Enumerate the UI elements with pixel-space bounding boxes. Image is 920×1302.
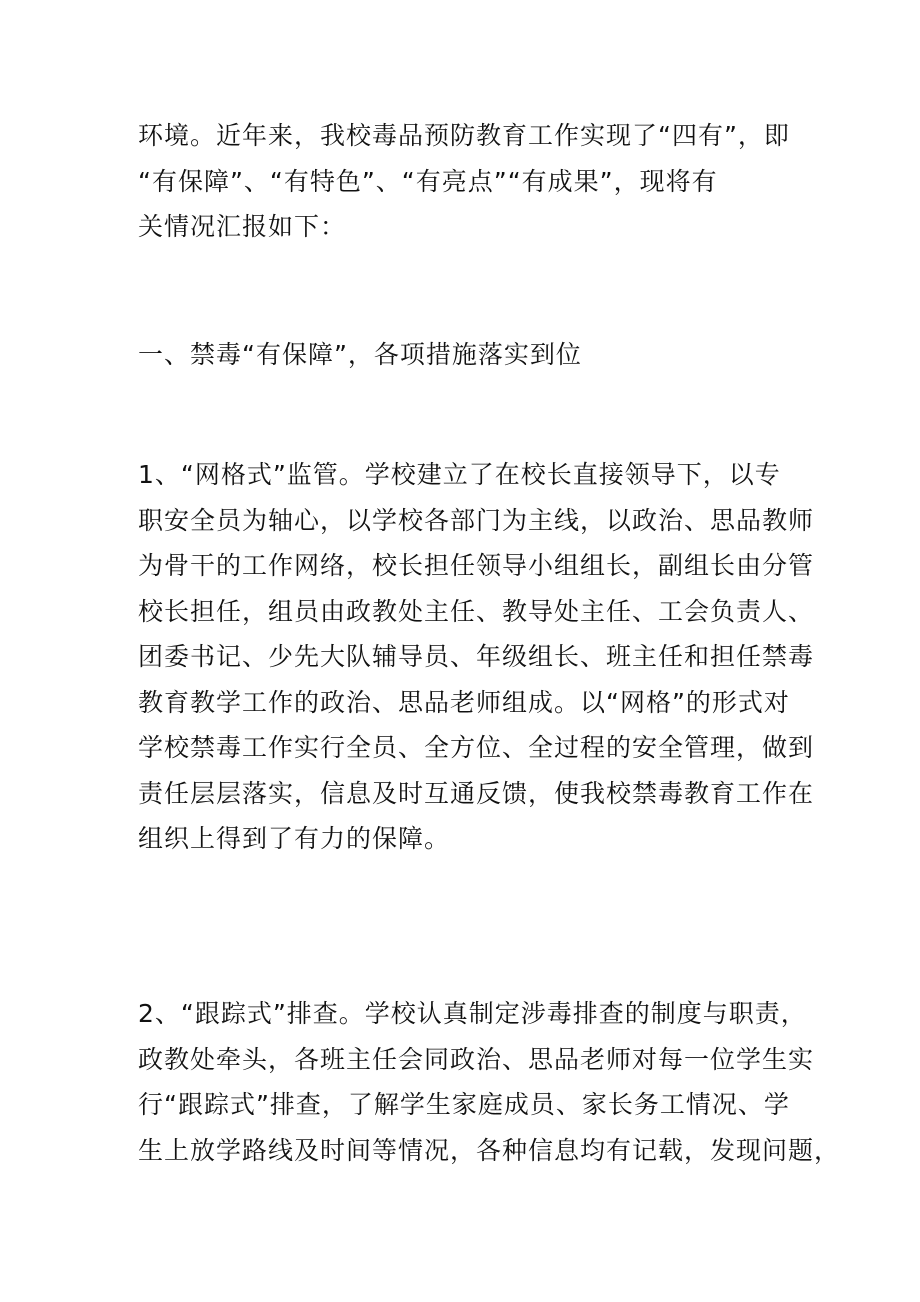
tracking-check-paragraph xyxy=(138,991,841,1173)
text-line: 生上放学路线及时间等情况，各种信息均有记载，发现问题， xyxy=(138,1135,841,1165)
text-line: 关情况汇报如下： xyxy=(138,212,347,241)
text-line: 组织上得到了有力的保障。 xyxy=(138,824,451,853)
text-line: 为骨干的工作网络，校长担任领导小组组长，副组长由分管 xyxy=(138,551,815,580)
text-line: 教育教学工作的政治、思品老师组成。以“网格”的形式对 xyxy=(138,687,790,717)
text-line: 政教处牵头，各班主任会同政治、思品老师对每一位学生实 xyxy=(138,1044,815,1074)
text-line: “有保障”、“有特色”、“有亮点”“有成果”，现将有 xyxy=(138,166,718,196)
text-line: 团委书记、少先大队辅导员、年级组长、班主任和担任禁毒 xyxy=(138,642,815,671)
text-line: 环境。近年来，我校毒品预防教育工作实现了“四有”，即 xyxy=(138,121,790,150)
text-line: 行“跟踪式”排查，了解学生家庭成员、家长务工情况、学 xyxy=(138,1090,790,1119)
grid-supervision-paragraph xyxy=(138,452,815,862)
text-line: 学校禁毒工作实行全员、全方位、全过程的安全管理，做到 xyxy=(138,733,815,762)
text-line: 职安全员为轴心，以学校各部门为主线，以政治、思品教师 xyxy=(138,505,815,535)
text-line: 1、“网格式”监管。学校建立了在校长直接领导下，以专 xyxy=(138,460,781,489)
text-line: 校长担任，组员由政教处主任、教导处主任、工会负责人、 xyxy=(138,596,815,626)
intro-paragraph xyxy=(138,113,788,250)
text-line: 2、“跟踪式”排查。学校认真制定涉毒排查的制度与职责， xyxy=(138,999,807,1028)
section-heading xyxy=(138,332,788,378)
text-line: 责任层层落实，信息及时互通反馈，使我校禁毒教育工作在 xyxy=(138,778,815,808)
heading-line: 一、禁毒“有保障”，各项措施落实到位 xyxy=(138,340,582,369)
